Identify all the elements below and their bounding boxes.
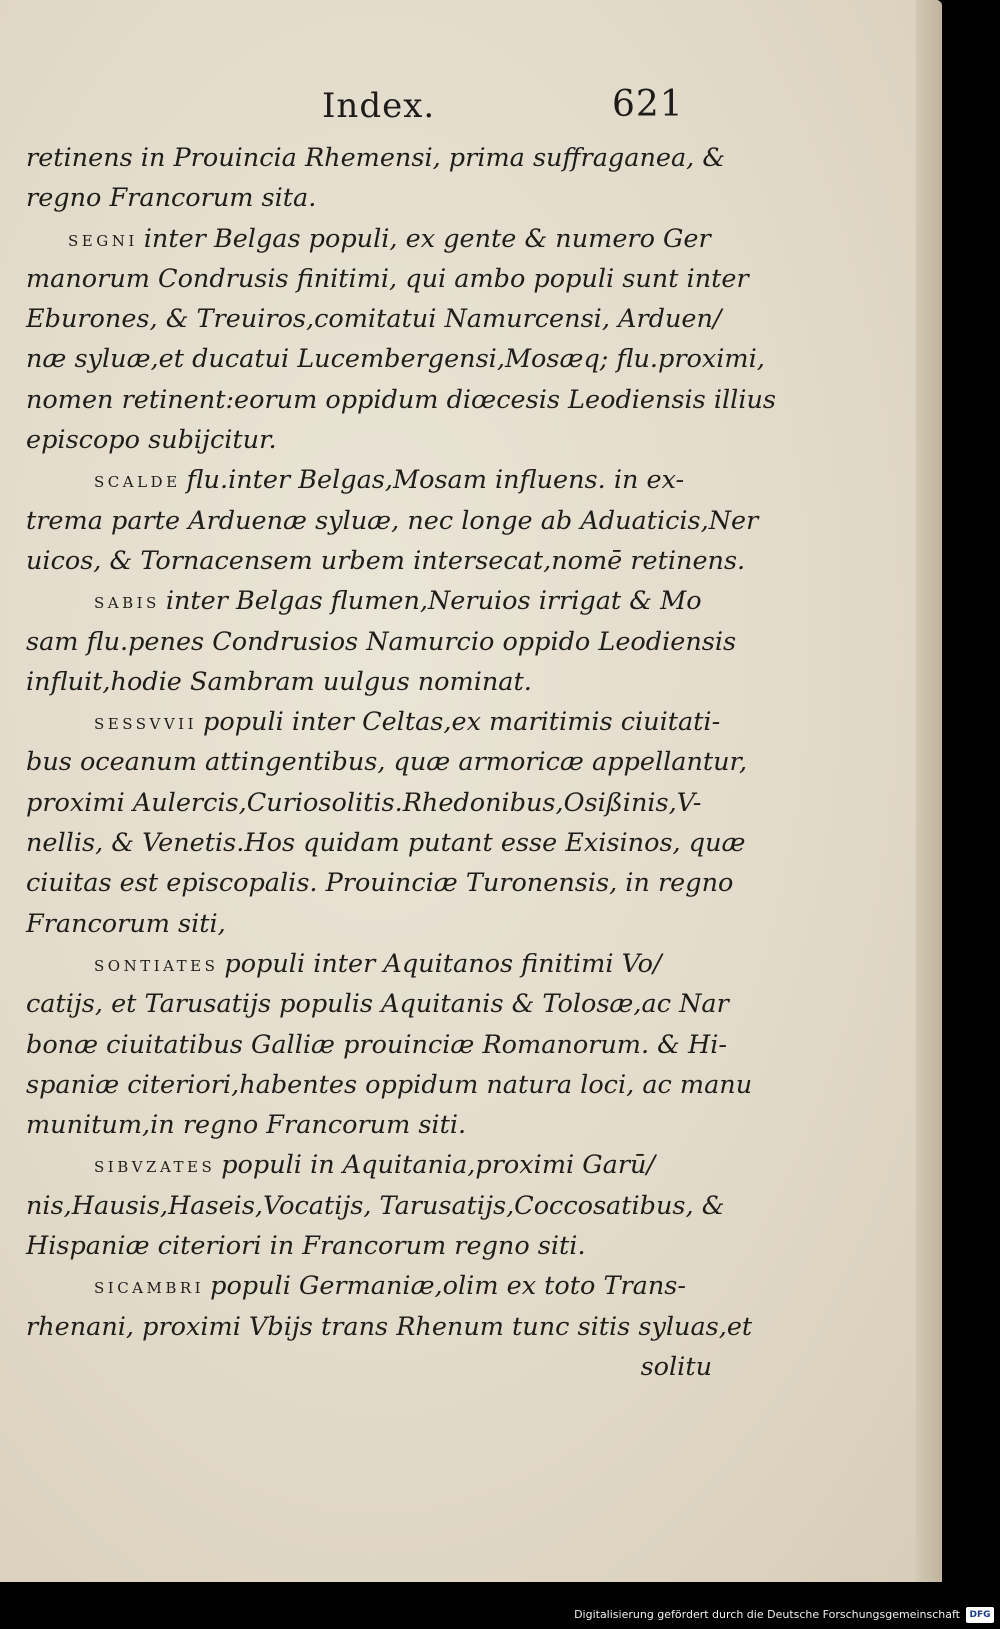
text-line — [26, 380, 776, 420]
text-line — [26, 1226, 716, 1266]
text-line — [26, 339, 765, 379]
text-line — [26, 460, 716, 500]
line-text: retinens in Prouincia Rhemensi, prima suffraganea, & — [26, 143, 726, 173]
text-line — [26, 622, 737, 662]
text-line — [26, 1307, 753, 1347]
text-line — [26, 1347, 716, 1387]
line-text: sam flu.penes Condrusios Namurcio oppido Leodiensis — [26, 626, 737, 657]
line-text: episcopo subijcitur. — [26, 425, 277, 456]
text-line — [26, 219, 716, 259]
text-line — [26, 823, 746, 863]
line-text: inter Belgas populi, ex gente & numero Ger — [143, 223, 711, 254]
line-text: regno Francorum sita. — [26, 183, 317, 214]
line-text: catijs, et Tarusatijs populis Aquitanis & Tolosæ,ac Nar — [26, 989, 729, 1020]
line-text: ciuitas est episcopalis. Prouinciæ Turonensis, in regno — [26, 868, 734, 899]
text-line — [26, 581, 716, 621]
line-text: bus oceanum attingentibus, quæ armoricæ appellantur, — [26, 747, 748, 778]
text-line — [26, 1105, 716, 1145]
line-text: Eburones, & Treuiros,comitatui Namurcensi, Arduen/ — [26, 304, 722, 335]
entry-headword: SIBVZATES — [94, 1158, 216, 1177]
funding-credit: Digitalisierung gefördert durch die Deutsche Forschungsgemeinschaft — [574, 1608, 960, 1621]
entry-headword: SICAMBRI — [94, 1279, 205, 1298]
line-text: trema parte Arduenæ syluæ, nec longe ab Aduaticis,Ner — [26, 505, 759, 536]
line-text: bonæ ciuitatibus Galliæ prouinciæ Romanorum. & Hi- — [26, 1029, 728, 1060]
line-text: populi Germaniæ,olim ex toto Trans- — [210, 1271, 687, 1302]
text-line — [26, 501, 759, 541]
text-line — [26, 904, 716, 944]
line-text: populi in Aquitania,proximi Garū/ — [221, 1150, 656, 1181]
text-line — [26, 1266, 716, 1306]
text-line — [26, 1145, 716, 1185]
page-edge — [916, 0, 942, 1582]
line-text: solitu — [640, 1351, 712, 1382]
line-text: flu.inter Belgas,Mosam influens. in ex- — [186, 465, 685, 496]
line-text: nomen retinent:eorum oppidum diœcesis Leodiensis illius — [26, 384, 776, 415]
text-line — [26, 420, 716, 460]
text-line — [26, 178, 716, 218]
line-text: rhenani, proximi Vbijs trans Rhenum tunc sitis syluas,et — [26, 1311, 753, 1342]
line-text: uicos, & Tornacensem urbem intersecat,nomē retinens. — [26, 545, 746, 576]
line-text: influit,hodie Sambram uulgus nominat. — [26, 666, 532, 697]
line-text: manorum Condrusis finitimi, qui ambo populi sunt inter — [26, 263, 749, 294]
line-text: næ syluæ,et ducatui Lucembergensi,Mosæq; flu.proximi, — [26, 344, 765, 375]
entry-headword: SCALDE — [94, 473, 181, 492]
line-text: populi inter Celtas,ex maritimis ciuitati- — [203, 707, 721, 738]
line-text: Hispaniæ citeriori in Francorum regno siti. — [26, 1231, 586, 1262]
text-line — [26, 944, 716, 984]
line-text: munitum,in regno Francorum siti. — [26, 1110, 467, 1141]
entry-headword: SABIS — [94, 594, 160, 613]
dfg-logo: DFG — [966, 1607, 994, 1623]
line-text: populi inter Aquitanos finitimi Vo/ — [224, 948, 662, 979]
text-line — [26, 1186, 725, 1226]
line-text: nellis, & Venetis.Hos quidam putant esse Exisinos, quæ — [26, 828, 746, 859]
text-line — [26, 863, 734, 903]
line-text: Francorum siti, — [26, 908, 226, 939]
line-text: nis,Hausis,Haseis,Vocatijs, Tarusatijs,Coccosatibus, & — [26, 1190, 725, 1221]
line-text: proximi Aulercis,Curiosolitis.Rhedonibus,Osißinis,V- — [26, 787, 702, 818]
text-block — [26, 138, 776, 1387]
running-title: Index. — [322, 86, 436, 126]
text-line — [26, 541, 746, 581]
text-line — [26, 984, 729, 1024]
text-line — [26, 742, 748, 782]
page-number: 621 — [612, 84, 684, 125]
entry-headword: SESSVVII — [94, 715, 198, 734]
text-line — [26, 662, 716, 702]
text-line — [26, 138, 726, 178]
text-line — [26, 1025, 728, 1065]
text-line — [26, 783, 716, 823]
footer-bar — [0, 1582, 1000, 1629]
text-line — [26, 259, 749, 299]
entry-headword: SONTIATES — [94, 956, 219, 975]
entry-headword: SEGNI — [68, 231, 138, 250]
text-line — [26, 702, 721, 742]
text-line — [26, 299, 722, 339]
text-line — [26, 1065, 753, 1105]
line-text: spaniæ citeriori,habentes oppidum natura loci, ac manu — [26, 1069, 753, 1100]
line-text: inter Belgas flumen,Neruios irrigat & Mo — [165, 586, 702, 617]
